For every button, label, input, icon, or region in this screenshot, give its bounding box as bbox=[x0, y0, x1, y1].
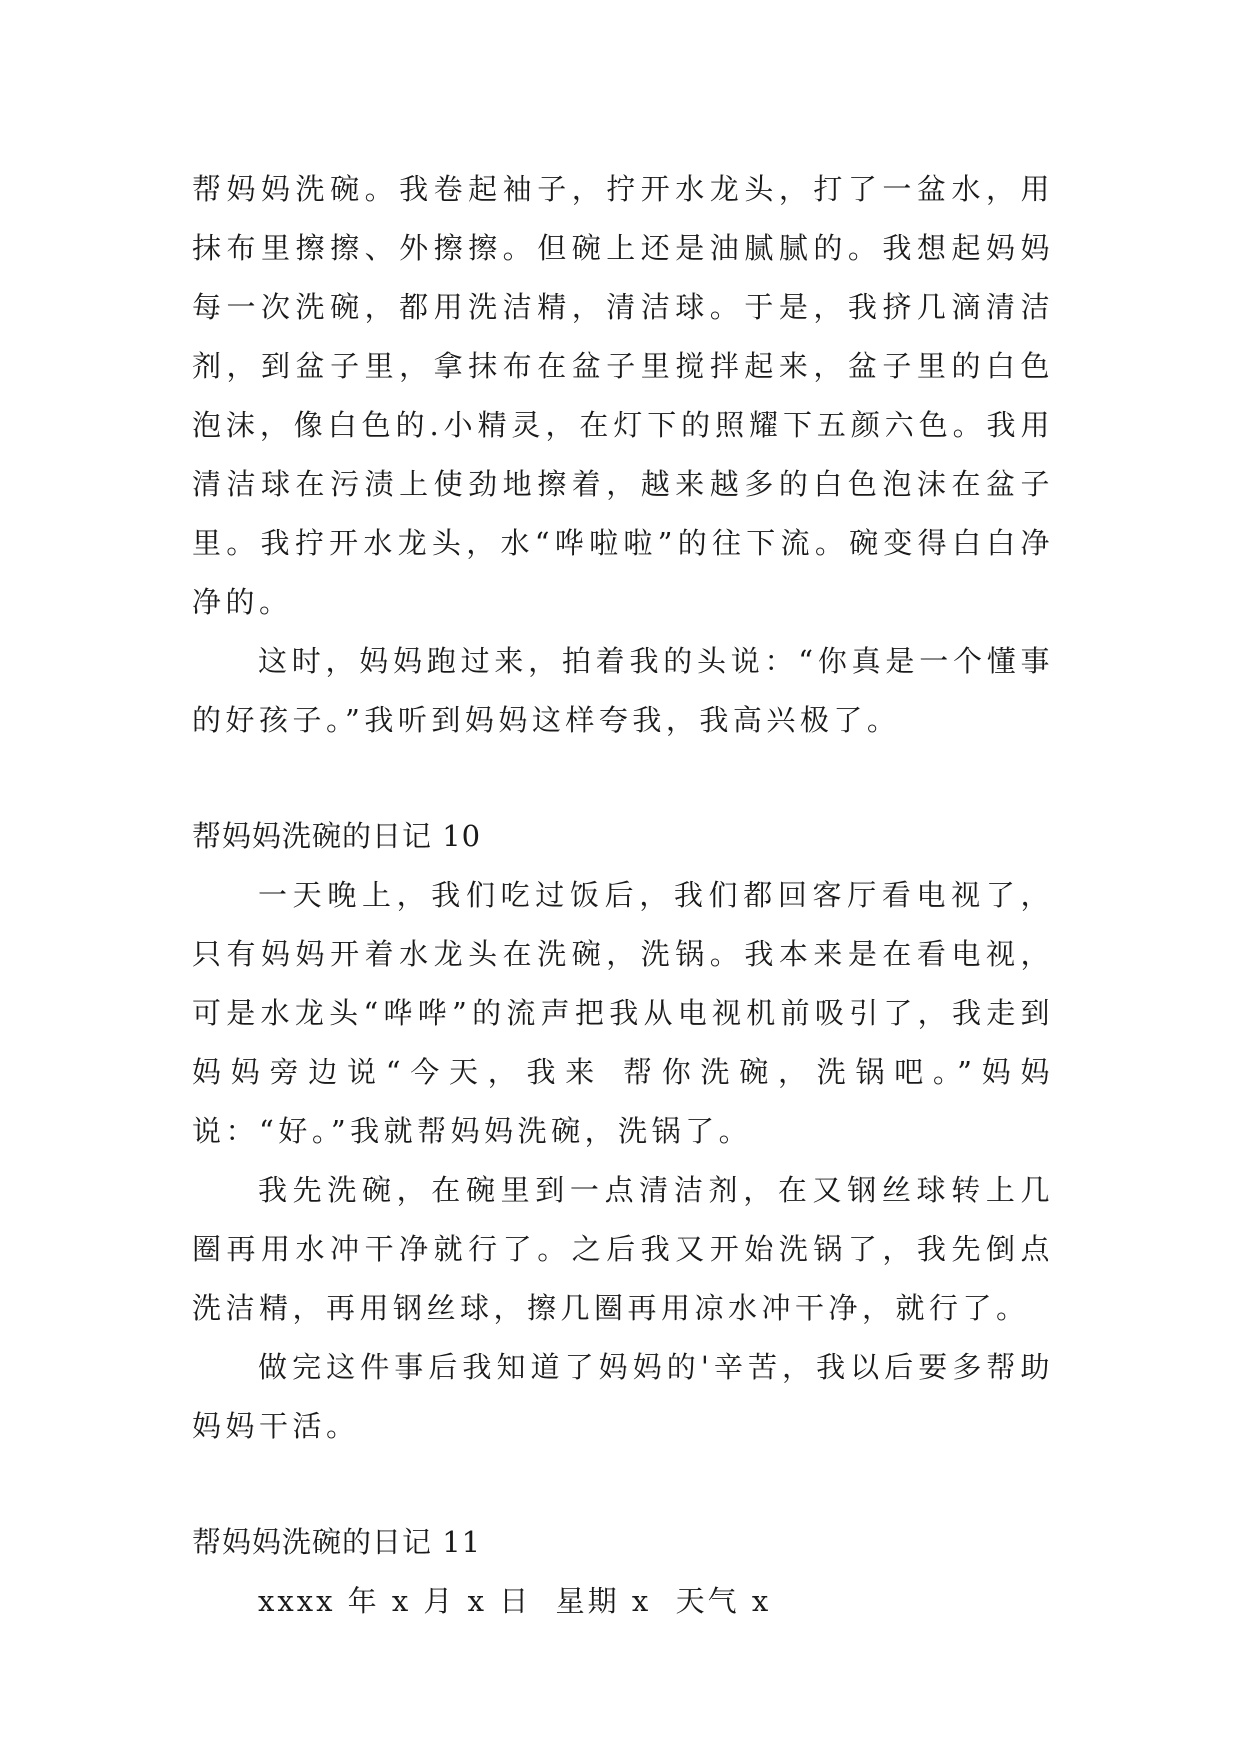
section-title-10: 帮妈妈洗碗的日记 10 bbox=[192, 819, 482, 853]
paragraph: 我先洗碗，在碗里到一点清洁剂，在又钢丝球转上几圈再用水冲干净就行了。之后我又开始洗锅了，我先倒点洗洁精，再用钢丝球，擦几圈再用凉水冲干净，就行了。 bbox=[192, 1173, 1054, 1325]
paragraph: 做完这件事后我知道了妈妈的'辛苦，我以后要多帮助妈妈干活。 bbox=[192, 1350, 1054, 1443]
paragraph: 帮妈妈洗碗。我卷起袖子，拧开水龙头，打了一盆水，用抹布里擦擦、外擦擦。但碗上还是油腻腻的。我想起妈妈每一次洗碗，都用洗洁精，清洁球。于是，我挤几滴清洁剂，到盆子里，拿抹布在盆子里搅拌起来，盆子里的白色泡沫，像白色的.小精灵，在灯下的照耀下五颜六色。我用清洁球在污渍上使劲地擦着，越来越多的白色泡沫在盆子里。我拧开水龙头，水“哗啦啦”的往下流。碗变得白白净净的。 bbox=[192, 172, 1054, 619]
section-title-11: 帮妈妈洗碗的日记 11 bbox=[192, 1525, 482, 1559]
section-gap bbox=[192, 1456, 1054, 1513]
section-gap bbox=[192, 750, 1054, 807]
paragraph: 这时，妈妈跑过来，拍着我的头说：“你真是一个懂事的好孩子。”我听到妈妈这样夸我，我高兴极了。 bbox=[192, 644, 1054, 737]
paragraph: 一天晚上，我们吃过饭后，我们都回客厅看电视了，只有妈妈开着水龙头在洗碗，洗锅。我本来是在看电视，可是水龙头“哗哗”的流声把我从电视机前吸引了，我走到妈妈旁边说“今天，我来 帮你洗碗，洗锅吧。”妈妈说：“好。”我就帮妈妈洗碗，洗锅了。 bbox=[192, 878, 1054, 1148]
document-body bbox=[192, 160, 1054, 1631]
date-line: xxxx 年 x 月 x 日 星期 x 天气 x bbox=[258, 1584, 772, 1618]
